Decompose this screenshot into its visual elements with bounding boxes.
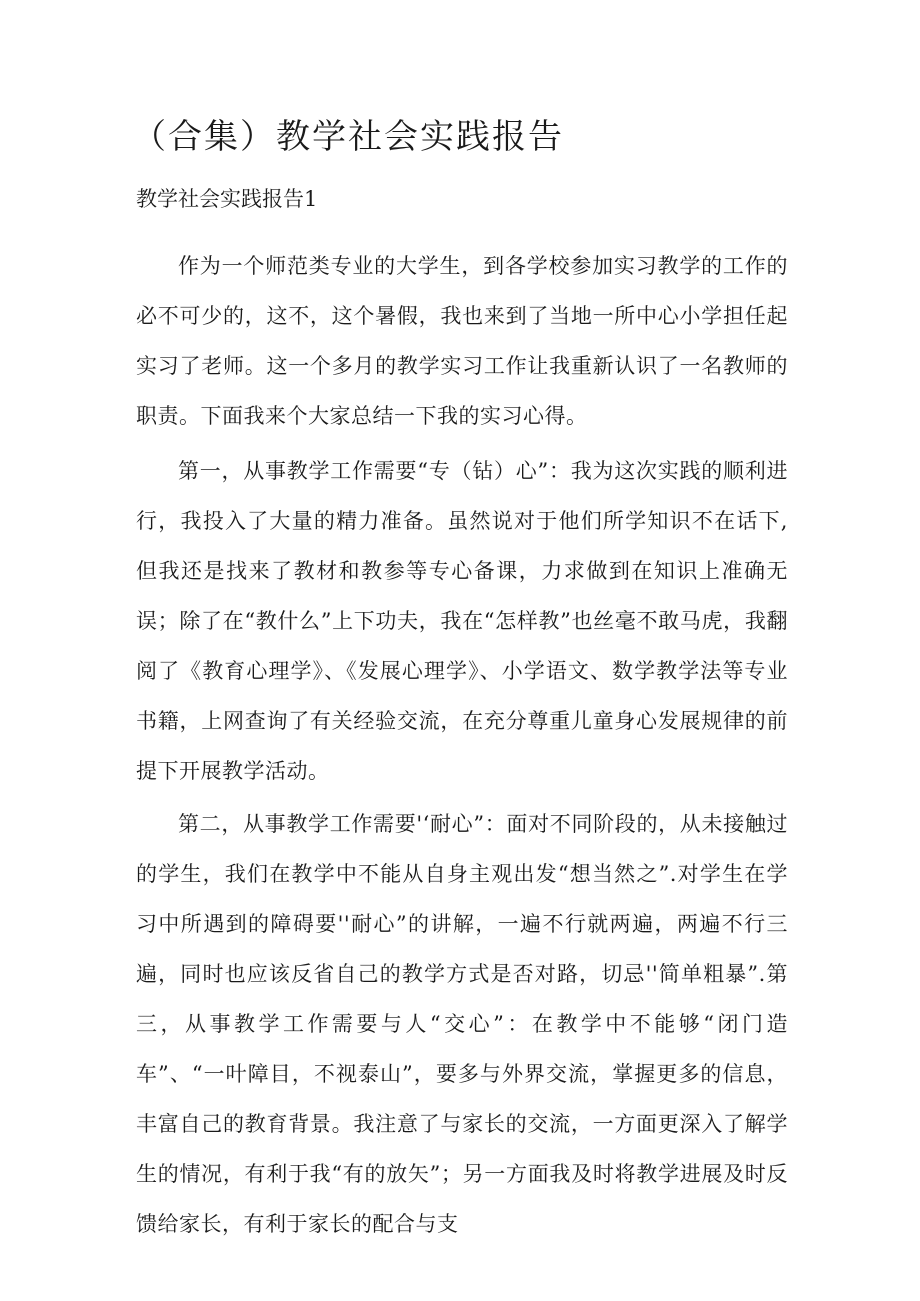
document-title: （合集）教学社会实践报告 bbox=[132, 117, 564, 157]
paragraph-first-point: 第一，从事教学工作需要“专（钻）心”：我为这次实践的顺利进行，我投入了大量的精力准备。虽然说对于他们所学知识不在话下,但我还是找来了教材和教参等专心备课，力求做到在知识上准确无误；除了在“教什么”上下功夫，我在“怎样教”也丝毫不敢马虎，我翻阅了《教育心理学》、《发展心理学》、小学语文、数学教学法等专业书籍，上网查询了有关经验交流，在充分尊重儿童身心发展规律的前提下开展教学活动。 bbox=[136, 459, 788, 783]
paragraph-second-third-point: 第二，从事教学工作需要'‘耐心”：面对不同阶段的，从未接触过的学生，我们在教学中不能从自身主观出发“想当然之”.对学生在学习中所遇到的障碍要''耐心”的讲解，一遍不行就两遍，两遍不行三遍，同时也应该反省自己的教学方式是否对路，切忌''简单粗暴”.第三，从事教学工作需要与人“交心”：在教学中不能够“闭门造车”、“一叶障目，不视泰山”，要多与外界交流，掌握更多的信息，丰富自己的教育背景。我注意了与家长的交流，一方面更深入了解学生的情况，有利于我“有的放矢”；另一方面我及时将教学进展及时反馈给家长，有利于家长的配合与支 bbox=[136, 812, 788, 1236]
section-title: 教学社会实践报告1 bbox=[136, 187, 318, 211]
paragraph-intro: 作为一个师范类专业的大学生，到各学校参加实习教学的工作的必不可少的，这不，这个暑假，我也来到了当地一所中心小学担任起实习了老师。这一个多月的教学实习工作让我重新认识了一名教师的职责。下面我来个大家总结一下我的实习心得。 bbox=[136, 254, 788, 428]
